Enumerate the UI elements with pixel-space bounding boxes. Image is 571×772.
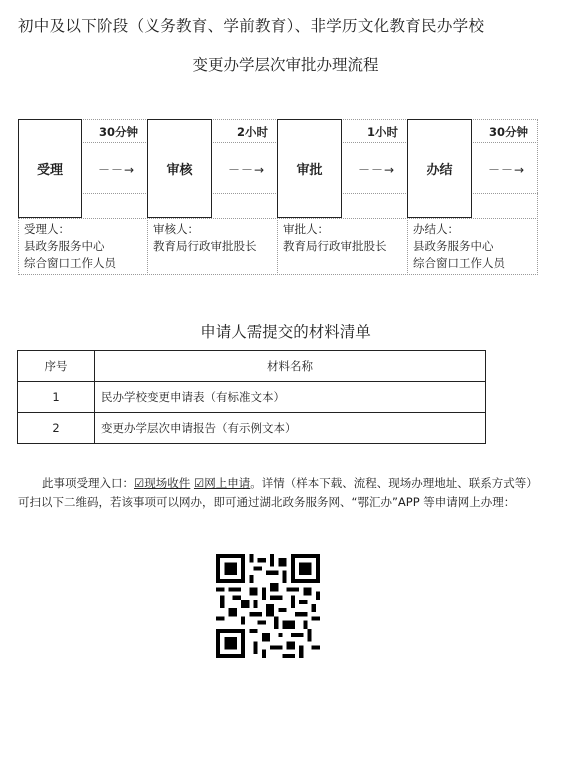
option-online[interactable]: ☑网上申请	[193, 476, 251, 490]
arrow-right: －－→	[228, 163, 266, 177]
materials-title: 申请人需提交的材料清单	[200, 323, 371, 341]
step-review-box	[147, 119, 212, 218]
table-row	[18, 413, 486, 444]
option-onsite[interactable]: ☑现场收件	[134, 476, 191, 490]
step-duration: 30分钟	[488, 125, 528, 139]
arrow-right: －－→	[358, 163, 396, 177]
step-duration: 2小时	[236, 125, 268, 139]
step-label: 审核	[166, 163, 193, 178]
grid-line	[537, 119, 538, 275]
step-person: 受理人： 县政务服务中心 综合窗口工作人员	[24, 222, 116, 270]
step-accept-box	[18, 119, 82, 218]
cell-no: 1	[18, 382, 95, 413]
process-flow	[18, 119, 538, 275]
document-title-line2: 变更办学层次审批办理流程	[192, 56, 379, 74]
notice-paragraph	[18, 474, 538, 512]
arrow-right: －－→	[98, 163, 136, 177]
materials-table	[17, 350, 486, 444]
step-duration: 1小时	[366, 125, 398, 139]
step-label: 受理	[36, 163, 63, 178]
notice-intro: 此事项受理入口：	[42, 476, 134, 490]
header-cell-no: 序号	[18, 351, 95, 382]
step-complete-box	[407, 119, 472, 218]
notice-rest: 。详情（样本下载、流程、现场办理地址、联系方式等）可扫以下二维码，若该事项可以网办，即可通过湖北政务服务网、“鄂汇办”APP 等申请网上办理：	[18, 476, 538, 509]
arrow-right: －－→	[488, 163, 526, 177]
cell-no: 2	[18, 413, 95, 444]
step-label: 审批	[296, 163, 323, 178]
grid-line	[18, 218, 538, 219]
step-person: 审核人： 教育局行政审批股长	[153, 222, 257, 253]
table-row	[18, 382, 486, 413]
grid-line	[18, 274, 538, 275]
qr-code-icon[interactable]	[216, 554, 320, 658]
cell-name: 变更办学层次申请报告（有示例文本）	[95, 413, 486, 444]
step-person: 审批人： 教育局行政审批股长	[283, 222, 387, 253]
header-cell-name: 材料名称	[95, 351, 486, 382]
step-person: 办结人： 县政务服务中心 综合窗口工作人员	[413, 222, 505, 270]
step-approve-box	[277, 119, 342, 218]
document-title-line1: 初中及以下阶段（义务教育、学前教育）、非学历文化教育民办学校	[18, 17, 485, 35]
step-duration: 30分钟	[98, 125, 138, 139]
table-header-row	[18, 351, 486, 382]
cell-name: 民办学校变更申请表（有标准文本）	[95, 382, 486, 413]
step-label: 办结	[426, 163, 453, 178]
